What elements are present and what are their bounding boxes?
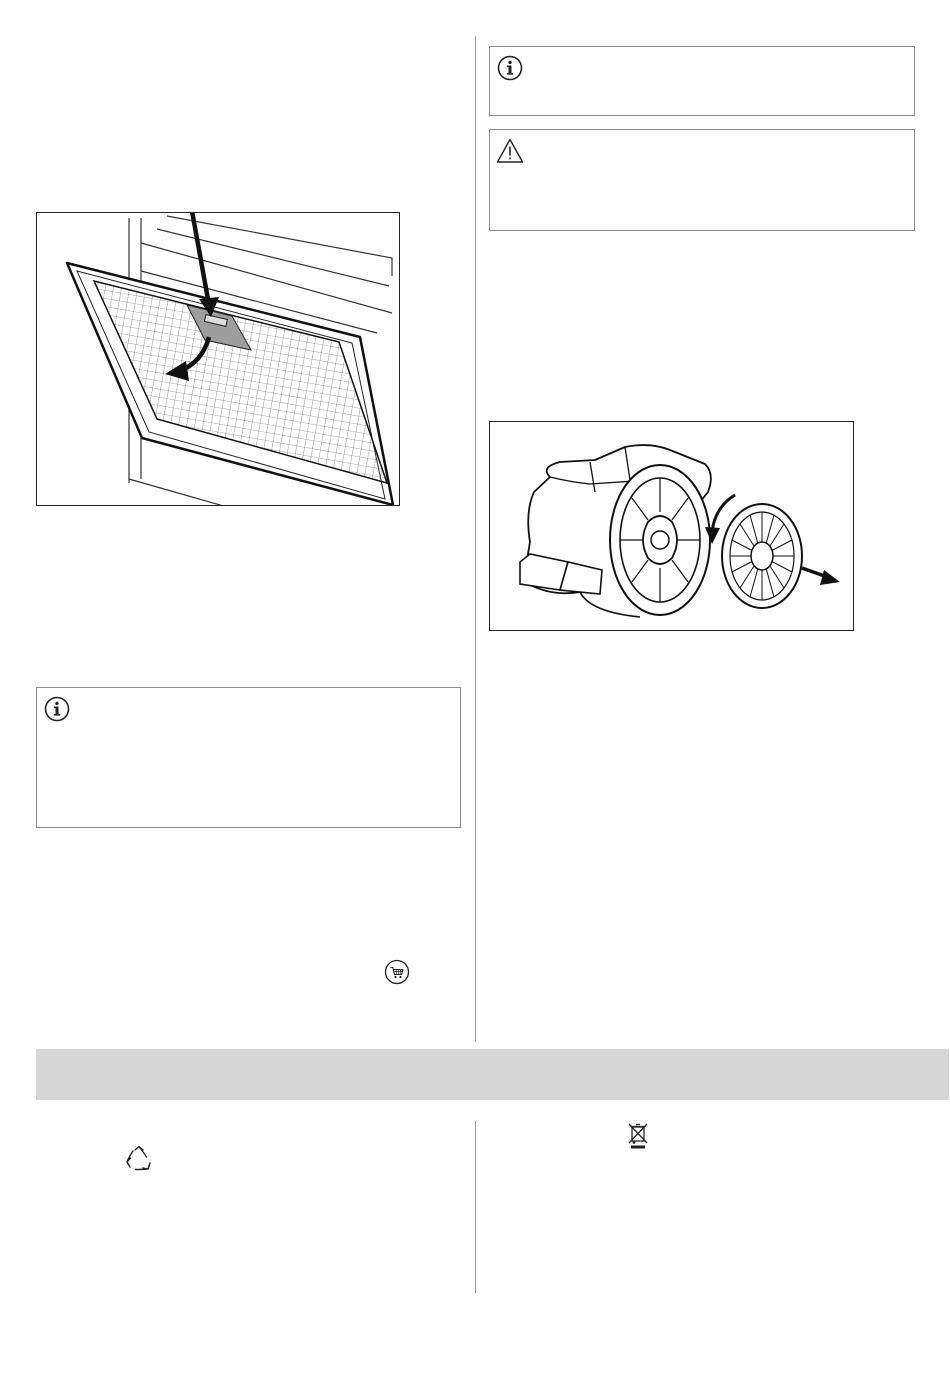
carbon-filter-illustration bbox=[490, 422, 854, 631]
info-note-left bbox=[36, 687, 461, 828]
warning-triangle-icon bbox=[496, 137, 524, 165]
recycle-icon bbox=[124, 1144, 154, 1174]
crossed-bin-icon bbox=[627, 1122, 649, 1150]
section-header-band bbox=[36, 1049, 949, 1100]
grease-filter-illustration bbox=[37, 213, 400, 506]
grease-filter-figure bbox=[36, 212, 400, 506]
info-note-top-right bbox=[489, 46, 915, 116]
column-divider-top bbox=[475, 36, 476, 1042]
info-circle-icon bbox=[43, 695, 71, 723]
column-divider-bottom bbox=[475, 1121, 476, 1293]
warning-note-top-right bbox=[489, 129, 915, 231]
info-circle-icon bbox=[496, 54, 524, 82]
carbon-filter-figure bbox=[489, 421, 854, 631]
shopping-cart-icon bbox=[384, 959, 410, 985]
